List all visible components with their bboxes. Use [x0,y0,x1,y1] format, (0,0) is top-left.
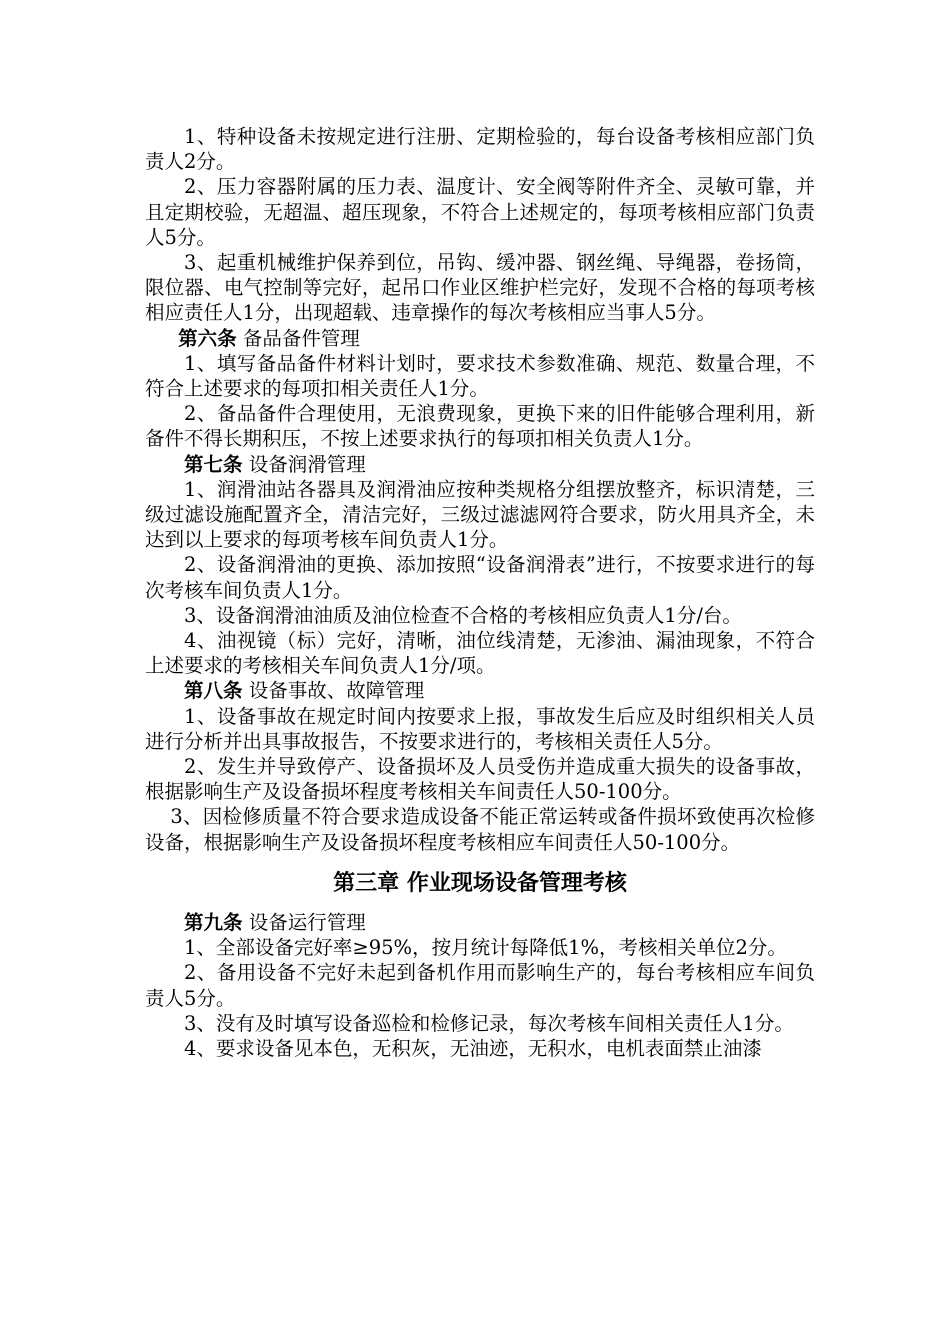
article-number: 第七条 [184,452,243,476]
paragraph: 2、备用设备不完好未起到备机作用而影响生产的，每台考核相应车间负责人5分。 [145,961,815,1010]
paragraph: 1、润滑油站各器具及润滑油应按种类规格分组摆放整齐，标识清楚，三级过滤设施配置齐全，清洁完好，三级过滤滤网符合要求，防火用具齐全，未达到以上要求的每项考核车间负责人1分。 [145,477,815,552]
paragraph: 2、备品备件合理使用，无浪费现象，更换下来的旧件能够合理利用，新备件不得长期积压，不按上述要求执行的每项扣相关负责人1分。 [145,402,815,451]
paragraph: 1、设备事故在规定时间内按要求上报，事故发生后应及时组织相关人员进行分析并出具事故报告，不按要求进行的，考核相关责任人5分。 [145,704,815,753]
article-title: 备品备件管理 [236,326,360,350]
article-title: 设备事故、故障管理 [242,679,425,703]
article-number: 第八条 [184,679,243,703]
paragraph: 1、填写备品备件材料计划时，要求技术参数准确、规范、数量合理，不符合上述要求的每项扣相关责任人1分。 [145,351,815,401]
article-title: 设备运行管理 [242,910,366,934]
article-number: 第九条 [184,910,243,934]
article-title: 设备润滑管理 [242,452,366,476]
paragraph: 1、特种设备未按规定进行注册、定期检验的，每台设备考核相应部门负责人2分。 [145,125,815,174]
paragraph: 2、设备润滑油的更换、添加按照“设备润滑表”进行，不按要求进行的每次考核车间负责人1分。 [145,553,815,602]
paragraph: 1、全部设备完好率≥95%，按月统计每降低1%，考核相关单位2分。 [184,936,787,960]
article-number: 第六条 [178,326,237,350]
chapter-heading: 第三章 作业现场设备管理考核 [333,869,627,896]
article-heading-9 [145,910,815,935]
article-heading-8 [145,678,815,703]
article-heading-6 [145,326,815,351]
paragraph: 3、没有及时填写设备巡检和检修记录，每次考核车间相关责任人1分。 [184,1011,794,1035]
article-heading-7 [145,452,815,477]
document-page [145,124,815,1061]
paragraph: 3、设备润滑油油质及油位检查不合格的考核相应负责人1分/台。 [184,603,742,627]
paragraph: 2、压力容器附属的压力表、温度计、安全阀等附件齐全、灵敏可靠，并且定期校验，无超温、超压现象，不符合上述规定的，每项考核相应部门负责人5分。 [145,175,815,249]
paragraph: 2、发生并导致停产、设备损坏及人员受伤并造成重大损失的设备事故，根据影响生产及设备损坏程度考核相关车间责任人50-100分。 [145,755,815,804]
paragraph: 3、因检修质量不符合要求造成设备不能正常运转或备件损坏致使再次检修设备，根据影响生产及设备损坏程度考核相应车间责任人50-100分。 [145,805,815,854]
paragraph: 4、要求设备见本色，无积灰，无油迹，无积水，电机表面禁止油漆 [184,1036,762,1060]
paragraph: 3、起重机械维护保养到位，吊钩、缓冲器、钢丝绳、导绳器，卷扬筒，限位器、电气控制等完好，起吊口作业区维护栏完好，发现不合格的每项考核相应责任人1分，出现超载、违章操作的每次考核相应当事人5分。 [145,251,815,325]
paragraph: 4、油视镜（标）完好，清晰，油位线清楚，无渗油、漏油现象，不符合上述要求的考核相关车间负责人1分/项。 [145,629,815,678]
